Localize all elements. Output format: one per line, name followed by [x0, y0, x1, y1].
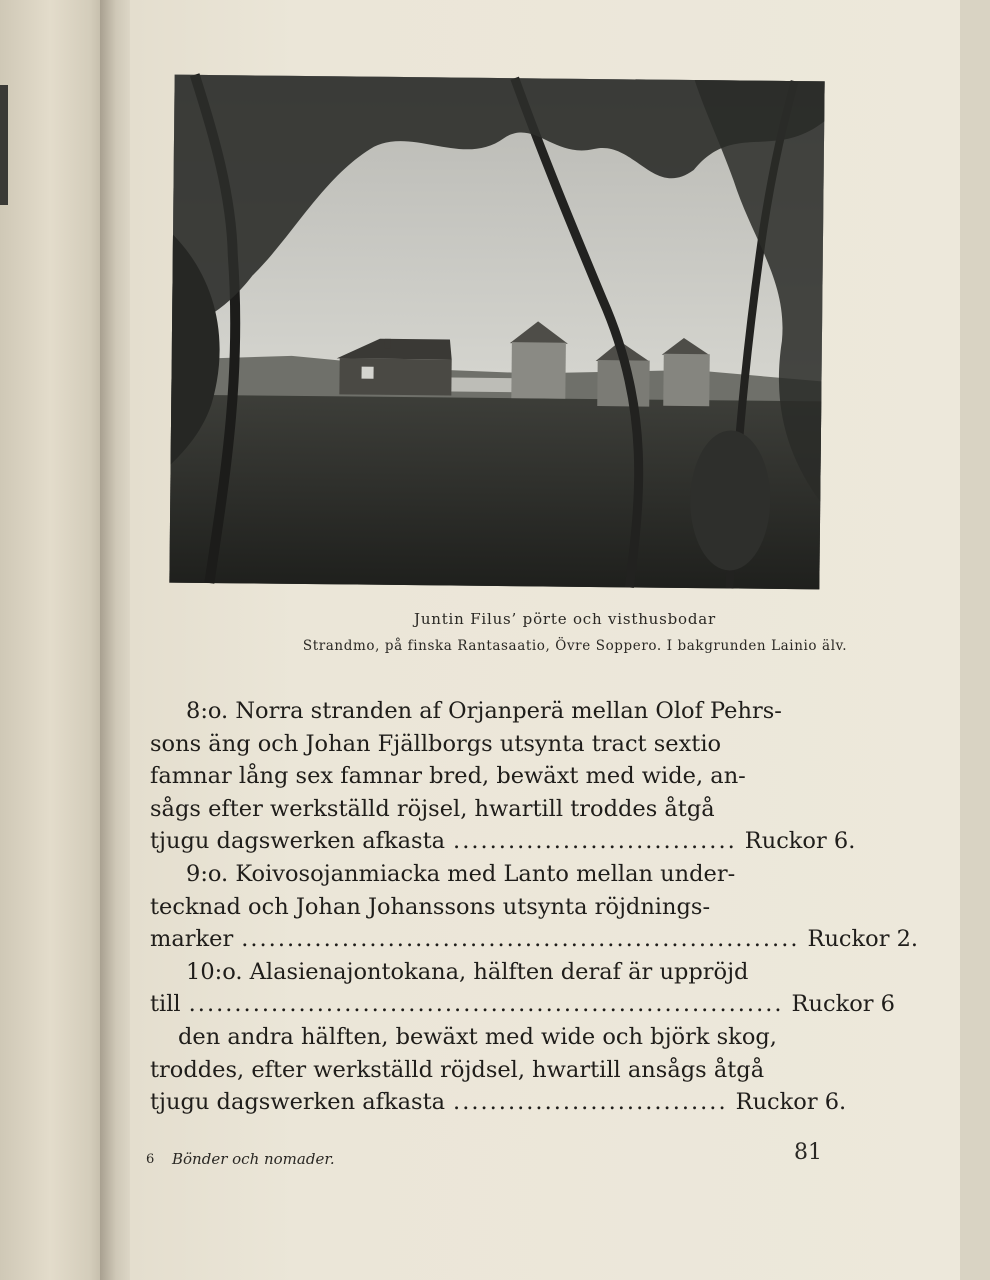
figure-caption-title: Juntin Filus’ pörte och visthusbodar	[414, 610, 716, 628]
figure-photograph	[169, 75, 824, 590]
text-line-content: den andra hälften, bewäxt med wide och björk skog,	[178, 1023, 777, 1050]
text-line-content: troddes, efter werkställd röjdsel, hwartill ansågs åtgå	[150, 1056, 765, 1083]
previous-page-photo-edge	[0, 85, 8, 205]
text-line-content: tecknad och Johan Johanssons utsynta röjdnings-	[150, 893, 711, 920]
text-line-content: sågs efter werkställd röjsel, hwartill troddes åtgå	[150, 795, 715, 822]
text-line	[150, 988, 895, 1021]
ruckor-value: Ruckor 6	[791, 991, 895, 1018]
ruckor-value: Ruckor 6.	[735, 1089, 847, 1116]
text-line	[150, 1086, 847, 1119]
text-line	[150, 956, 818, 989]
text-line	[150, 923, 919, 956]
text-line	[150, 1021, 818, 1054]
page-number: 81	[794, 1140, 822, 1165]
text-line	[150, 858, 818, 891]
text-line	[150, 1054, 818, 1087]
text-line	[150, 728, 818, 761]
text-line	[150, 825, 856, 858]
running-book-title: Bönder och nomader.	[172, 1150, 335, 1168]
leader-dots: .............................................................	[241, 926, 800, 953]
leader-dots: ...............................	[453, 828, 737, 855]
text-line	[150, 695, 818, 728]
text-line-content: 9:o. Koivosojanmiacka med Lanto mellan under-	[186, 860, 736, 887]
text-line-content: tjugu dagswerken afkasta	[150, 1089, 446, 1116]
text-line-content: tjugu dagswerken afkasta	[150, 828, 446, 855]
ruckor-value: Ruckor 2.	[807, 926, 919, 953]
leader-dots: .................................................................	[188, 991, 784, 1018]
text-line-content: sons äng och Johan Fjällborgs utsynta tract sextio	[150, 730, 722, 757]
text-line-content: 10:o. Alasienajontokana, hälften deraf är uppröjd	[186, 958, 749, 985]
text-line-content: famnar lång sex famnar bred, bewäxt med wide, an-	[150, 763, 746, 790]
leader-dots: ..............................	[453, 1089, 728, 1116]
text-line-content: 8:o. Norra stranden af Orjanperä mellan Olof Pehrs-	[186, 698, 782, 724]
text-line	[150, 891, 818, 924]
ruckor-value: Ruckor 6.	[744, 828, 856, 855]
text-line-content: marker	[150, 926, 234, 953]
body-text	[150, 695, 919, 1119]
photograph-illustration	[169, 75, 824, 590]
text-line	[150, 793, 818, 826]
previous-page	[0, 0, 112, 1280]
signature-mark: 6	[146, 1152, 155, 1167]
text-line-content: till	[150, 991, 181, 1018]
figure-caption-subtitle: Strandmo, på finska Rantasaatio, Övre Soppero. I bakgrunden Lainio älv.	[302, 638, 848, 654]
text-line	[150, 760, 818, 793]
